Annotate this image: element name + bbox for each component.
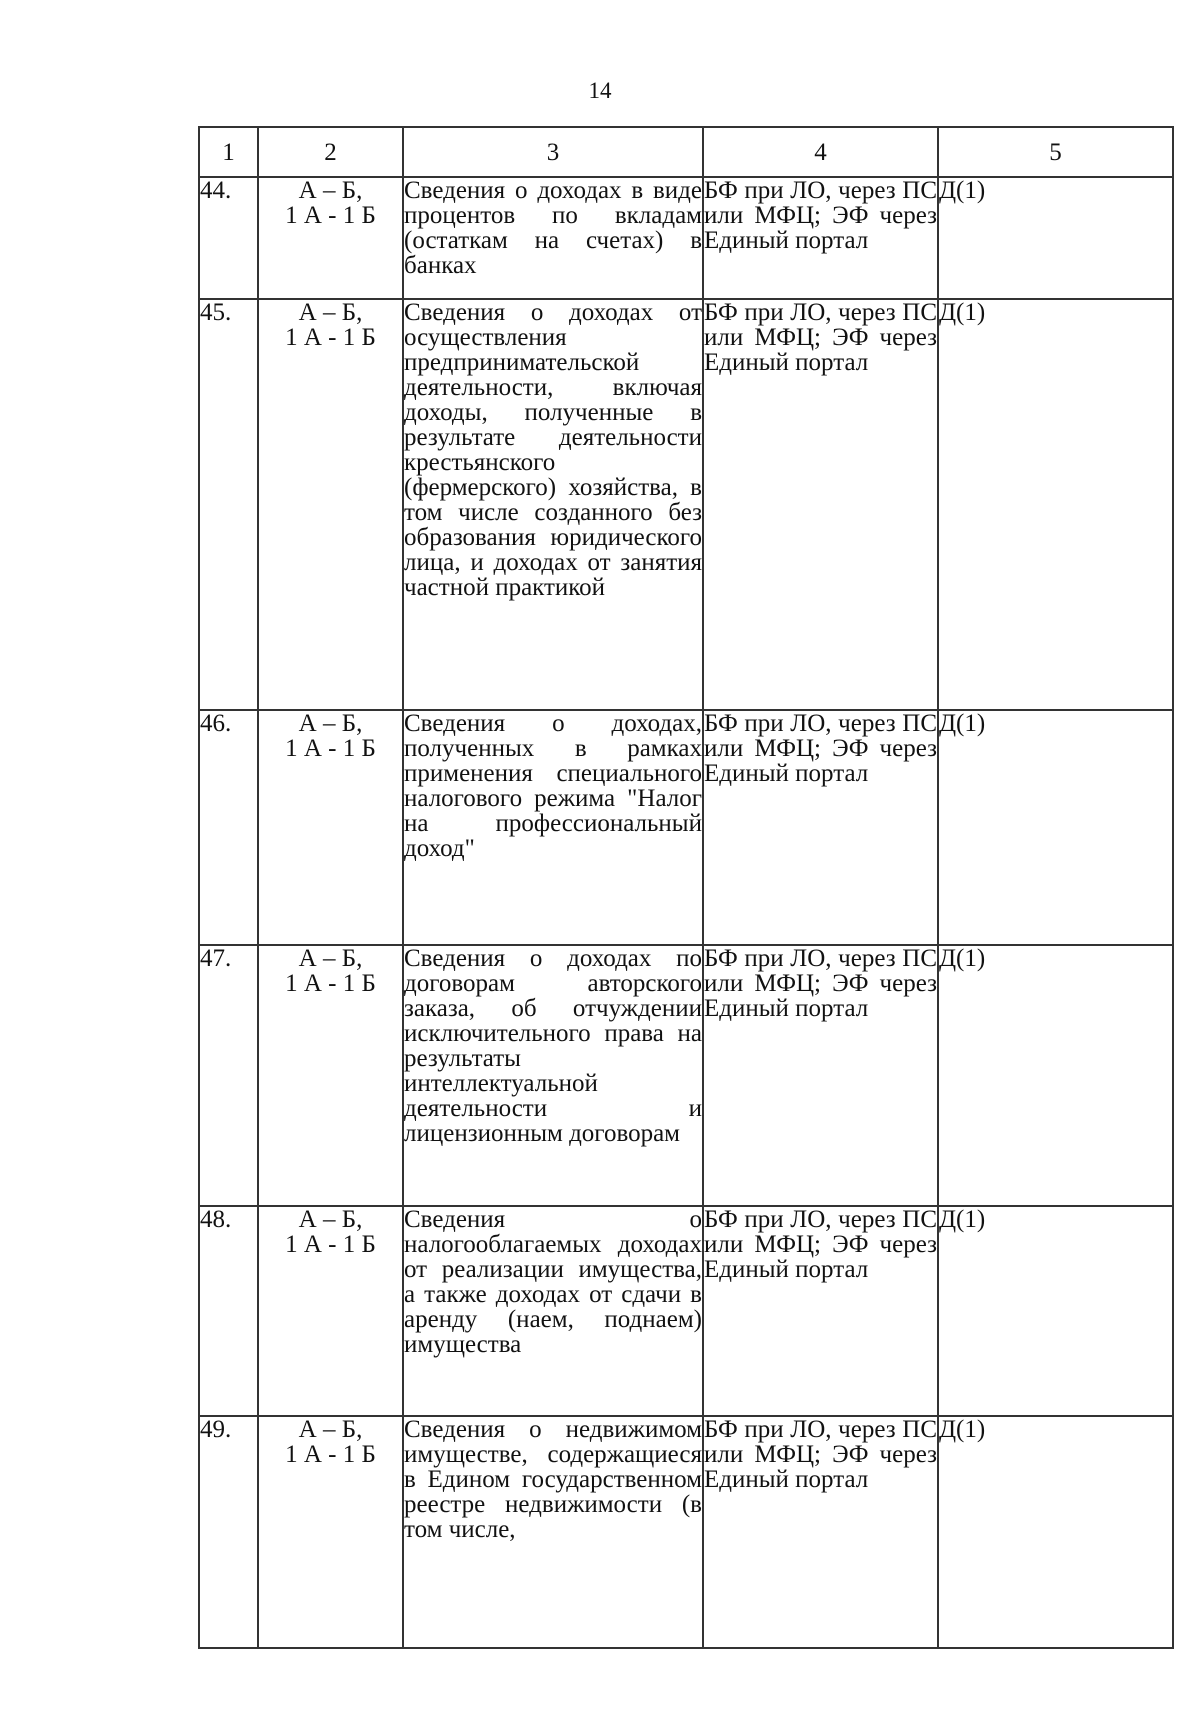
table-row: [199, 177, 1173, 299]
category-line: 1 А - 1 Б: [285, 202, 376, 229]
row-code: Д(1): [938, 945, 1173, 1206]
category-line: 1 А - 1 Б: [285, 970, 376, 997]
category-line: А – Б,: [298, 945, 363, 972]
category-line: А – Б,: [298, 177, 363, 204]
table-row: [199, 1416, 1173, 1648]
row-submission-form: БФ при ЛО, через ПС или МФЦ; ЭФ через Единый портал: [703, 1416, 938, 1648]
table-header-row: [199, 127, 1173, 177]
column-header: 5: [938, 127, 1173, 177]
row-code: Д(1): [938, 177, 1173, 299]
category-line: 1 А - 1 Б: [285, 324, 376, 351]
category-line: 1 А - 1 Б: [285, 1441, 376, 1468]
row-number: 47.: [199, 945, 258, 1206]
row-description: Сведения о доходах по договорам авторского заказа, об отчуждении исключительного права на результаты интеллектуальной деятельности и лицензионным договорам: [403, 945, 703, 1206]
page-number: 14: [588, 78, 612, 103]
row-number: 44.: [199, 177, 258, 299]
category-line: А – Б,: [298, 1206, 363, 1233]
row-number: 45.: [199, 299, 258, 710]
category-line: 1 А - 1 Б: [285, 1231, 376, 1258]
column-header: 1: [199, 127, 258, 177]
row-category: [258, 177, 403, 299]
row-category: [258, 1416, 403, 1648]
row-code: Д(1): [938, 1206, 1173, 1416]
row-code: Д(1): [938, 1416, 1173, 1648]
category-line: А – Б,: [298, 710, 363, 737]
category-line: 1 А - 1 Б: [285, 735, 376, 762]
table-row: [199, 710, 1173, 945]
row-description: Сведения о налогооблагаемых доходах от реализации имущества, а также доходах от сдачи в аренду (наем, поднаем) имущества: [403, 1206, 703, 1416]
row-code: Д(1): [938, 299, 1173, 710]
row-description: Сведения о доходах, полученных в рамках применения специального налогового режима "Налог на профессиональный доход": [403, 710, 703, 945]
documents-table: [198, 126, 1174, 1649]
row-description: Сведения о доходах от осуществления предпринимательской деятельности, включая доходы, полученные в результате деятельности крестьянского (фермерского) хозяйства, в том числе созданного без образования юридического лица, и доходах от занятия частной практикой: [403, 299, 703, 710]
row-submission-form: БФ при ЛО, через ПС или МФЦ; ЭФ через Единый портал: [703, 710, 938, 945]
row-category: [258, 299, 403, 710]
row-submission-form: БФ при ЛО, через ПС или МФЦ; ЭФ через Единый портал: [703, 299, 938, 710]
row-description: Сведения о недвижимом имуществе, содержащиеся в Едином государственном реестре недвижимости (в том числе,: [403, 1416, 703, 1648]
category-line: А – Б,: [298, 1416, 363, 1443]
column-header: 3: [403, 127, 703, 177]
row-submission-form: БФ при ЛО, через ПС или МФЦ; ЭФ через Единый портал: [703, 1206, 938, 1416]
row-category: [258, 710, 403, 945]
row-category: [258, 1206, 403, 1416]
row-number: 46.: [199, 710, 258, 945]
row-category: [258, 945, 403, 1206]
row-number: 49.: [199, 1416, 258, 1648]
row-submission-form: БФ при ЛО, через ПС или МФЦ; ЭФ через Единый портал: [703, 177, 938, 299]
row-code: Д(1): [938, 710, 1173, 945]
column-header: 4: [703, 127, 938, 177]
row-description: Сведения о доходах в виде процентов по вкладам (остаткам на счетах) в банках: [403, 177, 703, 299]
table-row: [199, 299, 1173, 710]
column-header: 2: [258, 127, 403, 177]
category-line: А – Б,: [298, 299, 363, 326]
table-row: [199, 945, 1173, 1206]
row-number: 48.: [199, 1206, 258, 1416]
table-row: [199, 1206, 1173, 1416]
row-submission-form: БФ при ЛО, через ПС или МФЦ; ЭФ через Единый портал: [703, 945, 938, 1206]
